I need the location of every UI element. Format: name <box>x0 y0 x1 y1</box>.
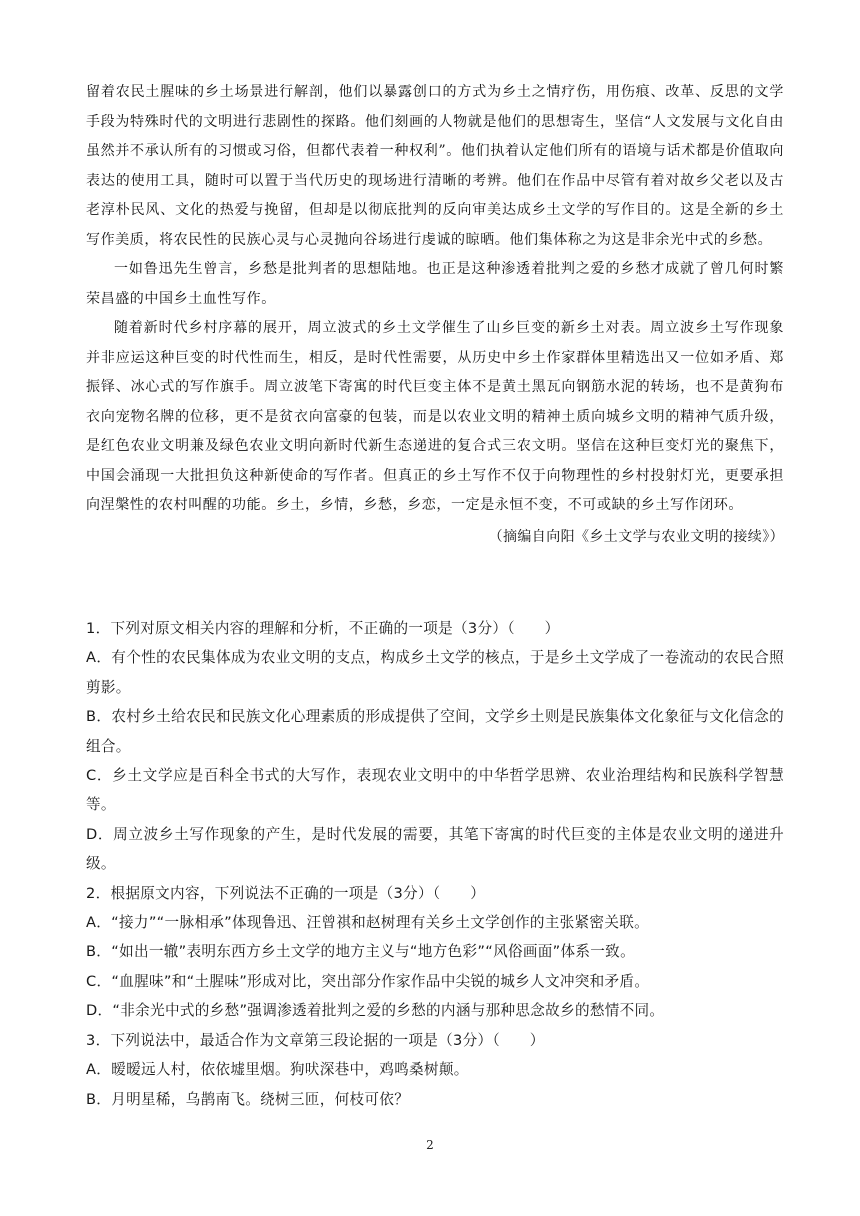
article-paragraph-3: 随着新时代乡村序幕的展开，周立波式的乡土文学催生了山乡巨变的新乡土对表。周立波乡土写作现象并非应运这种巨变的时代性而生，相反，是时代性需要，从历史中乡土作家群体里精选出又一位如矛盾、郑振铎、冰心式的写作旗手。周立波笔下寄寓的时代巨变主体不是黄土黑瓦向钢筋水泥的转场，也不是黄狗布衣向宠物名牌的位移，更不是贫衣向富豪的包装，而是以农业文明的精神土质向城乡文明的精神气质升级，是红色农业文明兼及绿色农业文明向新时代新生态递进的复合式三农文明。坚信在这种巨变灯光的聚焦下，中国会涌现一大批担负这种新使命的写作者。但真正的乡土写作不仅于向物理性的乡村投射灯光，更要承担向涅槃性的农村叫醒的功能。乡土，乡情，乡愁，乡恋，一定是永恒不变，不可或缺的乡土写作闭环。 <box>86 320 784 513</box>
article-text <box>86 78 784 552</box>
page-number: 2 <box>426 1138 434 1152</box>
question-3-option-b: B．月明星稀，乌鹊南飞。绕树三匝，何枝可依？ <box>86 1090 410 1108</box>
question-1-option-a: A．有个性的农民集体成为农业文明的支点，构成乡土文学的核点，于是乡土文学成了一卷流动的农民合照剪影。 <box>86 649 784 696</box>
question-1-stem: 1．下列对原文相关内容的理解和分析，不正确的一项是（3分）（ ） <box>86 620 560 637</box>
question-2-option-a: A．“接力”“一脉相承”体现鲁迅、汪曾祺和赵树理有关乡土文学创作的主张紧密关联。 <box>86 914 650 932</box>
question-2-stem: 2．根据原文内容，下列说法不正确的一项是（3分）（ ） <box>86 884 486 902</box>
question-1-option-b: B．农村乡土给农民和民族文化心理素质的形成提供了空间，文学乡土则是民族集体文化象征与文化信念的组合。 <box>86 708 784 755</box>
question-3-option-a: A．暧暧远人村，依依墟里烟。狗吠深巷中，鸡鸣桑树颠。 <box>86 1061 469 1079</box>
question-3-stem: 3．下列说法中，最适合作为文章第三段论据的一项是（3分）（ ） <box>86 1031 545 1049</box>
question-2-option-d: D．“非余光中式的乡愁”强调渗透着批判之爱的乡愁的内涵与那种思念故乡的愁情不同。 <box>86 1002 665 1020</box>
question-1-option-c: C．乡土文学应是百科全书式的大写作，表现农业文明中的中华哲学思辨、农业治理结构和民族科学智慧等。 <box>86 767 784 814</box>
article-paragraph-2: 一如鲁迅先生曾言，乡愁是批判者的思想陆地。也正是这种渗透着批判之爱的乡愁才成就了曾几何时繁荣昌盛的中国乡土血性写作。 <box>86 261 784 307</box>
article-source: （摘编自向阳《乡土文学与农业文明的接续》） <box>488 528 784 545</box>
question-2-option-c: C．“血腥味”和“土腥味”形成对比，突出部分作家作品中尖锐的城乡人文冲突和矛盾。 <box>86 972 650 990</box>
question-1-option-d: D．周立波乡土写作现象的产生，是时代发展的需要，其笔下寄寓的时代巨变的主体是农业文明的递进升级。 <box>86 825 784 873</box>
questions-section <box>86 614 784 1114</box>
article-paragraph-1: 留着农民土腥味的乡土场景进行解剖，他们以暴露创口的方式为乡土之情疗伤，用伤痕、改革、反思的文学手段为特殊时代的文明进行悲剧性的探路。他们刻画的人物就是他们的思想寄生，坚信“人文发展与文化自由虽然并不承认所有的习惯或习俗，但都代表着一种权利”。他们执着认定他们所有的语境与话术都是价值取向表达的使用工具，随时可以置于当代历史的现场进行清晰的考辨。他们在作品中尽管有着对故乡父老以及古老淳朴民风、文化的热爱与挽留，但却是以彻底批判的反向审美达成乡土文学的写作目的。这是全新的乡土写作美质，将农民性的民族心灵与心灵抛向谷场进行虔诚的晾晒。他们集体称之为这是非余光中式的乡愁。 <box>86 84 784 248</box>
question-2-option-b: B．“如出一辙”表明东西方乡土文学的地方主义与“地方色彩”“风俗画面”体系一致。 <box>86 943 635 961</box>
